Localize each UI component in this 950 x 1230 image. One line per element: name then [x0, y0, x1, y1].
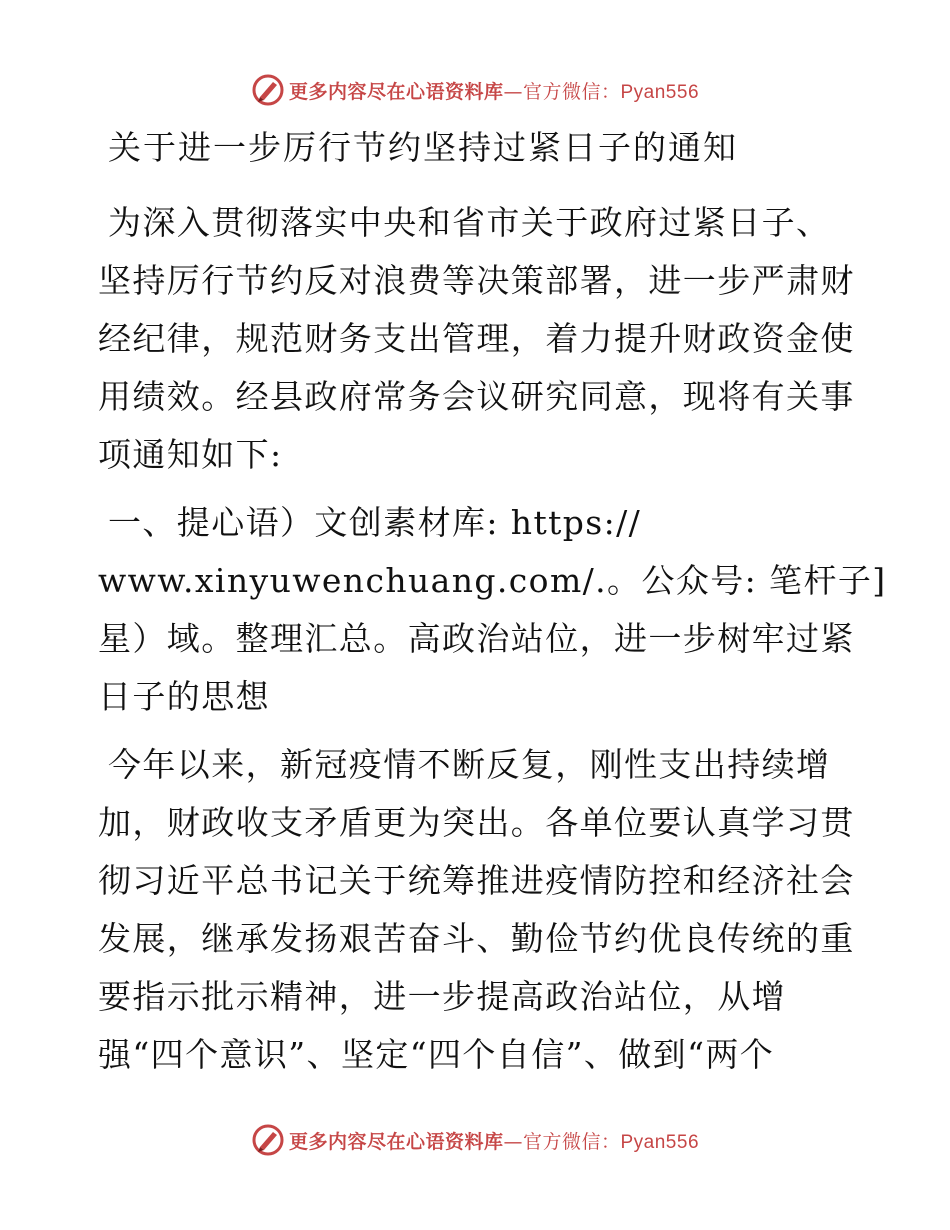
paragraph-line: 用绩效。经县政府常务会议研究同意，现将有关事	[98, 377, 855, 416]
pen-logo-icon	[251, 73, 285, 107]
paragraph-line: 强“四个意识”、坚定“四个自信”、做到“两个	[98, 1035, 775, 1074]
paragraph-line: 加，财政收支矛盾更为突出。各单位要认真学习贯	[98, 803, 855, 842]
paragraph-line: 发展，继承发扬艰苦奋斗、勤俭节约优良传统的重	[98, 919, 855, 958]
paragraph-line: 经纪律，规范财务支出管理，着力提升财政资金使	[98, 319, 855, 358]
document-body	[98, 118, 887, 1094]
pen-logo-icon	[251, 1123, 285, 1157]
banner-official-label: 官方微信：	[522, 80, 621, 103]
paragraph-line: 今年以来，新冠疫情不断反复，刚性支出持续增	[108, 745, 831, 784]
banner-promo-text: 更多内容尽在心语资料库	[288, 80, 504, 103]
paragraph-line: 日子的思想	[98, 677, 270, 716]
paragraph-line: 为深入贯彻落实中央和省市关于政府过紧日子、	[108, 203, 831, 242]
paragraph-line: 星）域。整理汇总。高政治站位，进一步树牢过紧	[98, 619, 855, 658]
document-title: 关于进一步厉行节约坚持过紧日子的通知	[108, 128, 738, 167]
banner-text	[289, 1127, 699, 1154]
paragraph-line: www.xinyuwenchuang.com/.。公众号: 笔杆子]	[98, 561, 887, 600]
paragraph-1	[98, 194, 858, 484]
banner-separator: —	[503, 1130, 523, 1153]
banner-wechat-id: Pyan556	[620, 81, 700, 103]
paragraph-line: 要指示批示精神，进一步提高政治站位，从增	[98, 977, 786, 1016]
paragraph-2	[98, 494, 887, 726]
footer-banner	[0, 1120, 950, 1160]
header-banner	[0, 70, 950, 110]
banner-wechat-id: Pyan556	[620, 1131, 700, 1153]
banner-promo-text: 更多内容尽在心语资料库	[288, 1130, 504, 1153]
banner-separator: —	[503, 80, 523, 103]
paragraph-3	[98, 736, 858, 1084]
paragraph-line: 彻习近平总书记关于统筹推进疫情防控和经济社会	[98, 861, 855, 900]
paragraph-line: 坚持厉行节约反对浪费等决策部署，进一步严肃财	[98, 261, 855, 300]
banner-official-label: 官方微信：	[522, 1130, 621, 1153]
banner-text	[289, 77, 699, 104]
paragraph-line: 一、提心语）文创素材库: https://	[108, 503, 642, 542]
paragraph-line: 项通知如下:	[98, 435, 283, 474]
